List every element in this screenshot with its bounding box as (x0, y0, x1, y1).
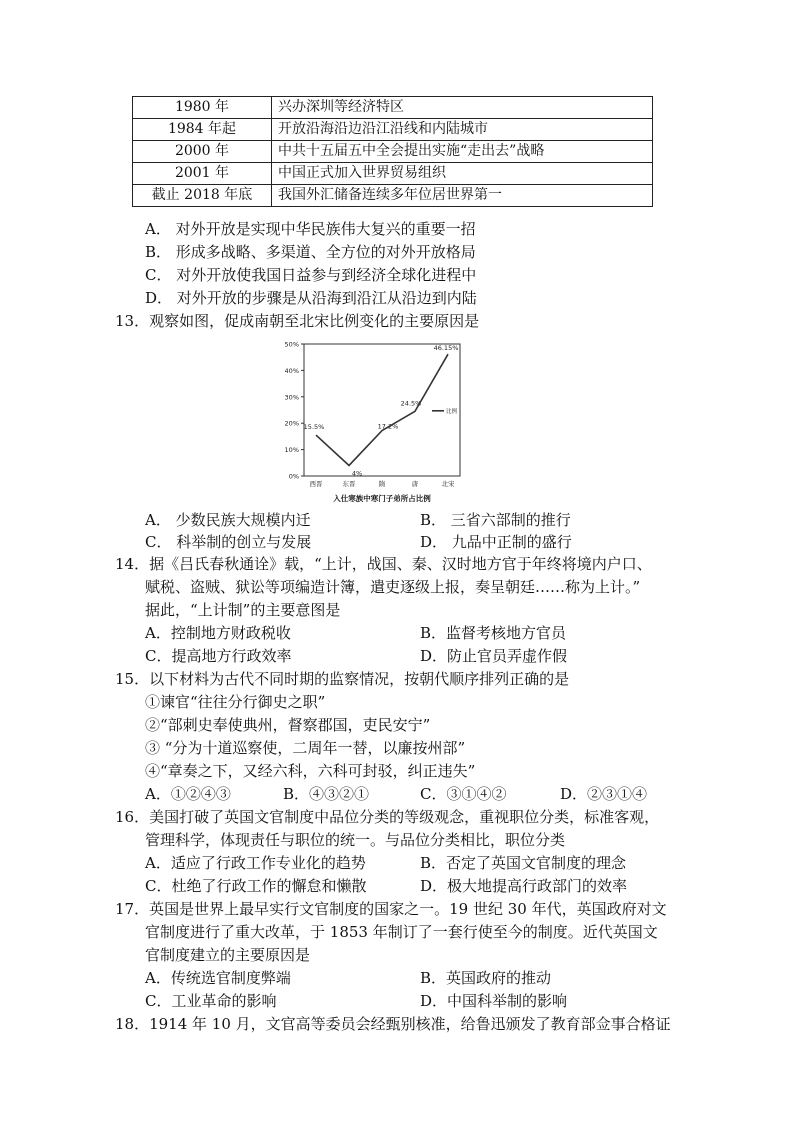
y-tick-label: 40% (284, 366, 299, 375)
legend-label: 比例 (446, 408, 458, 415)
q18-stem: 18．1914 年 10 月，文官高等委员会经甄别核准，给鲁迅颁发了教育部佥事合格证 (115, 1015, 671, 1033)
q13-option-c: C． 科举制的创立与发展 (145, 533, 312, 551)
ratio-line-chart (278, 338, 474, 506)
data-label: 15.5% (303, 423, 325, 432)
q14-option-c: C．提高地方行政效率 (145, 647, 292, 665)
table-row (133, 163, 653, 185)
table-row (133, 185, 653, 207)
y-tick-label: 50% (284, 340, 299, 349)
q17-stem-line-3: 官制度建立的主要原因是 (145, 946, 311, 964)
q15-option-b: B．④③②① (283, 785, 370, 803)
q12-option-b: B． 形成多战略、多渠道、全方位的对外开放格局 (145, 243, 476, 261)
q17-stem-line-2: 官制度进行了重大改革，于 1853 年制订了一套行使至今的制度。近代英国文 (145, 923, 658, 941)
x-tick-label: 北宋 (441, 480, 455, 488)
q16-stem-line-2: 管理科学，体现责任与职位的统一。与品位分类相比，职位分类 (145, 831, 566, 849)
data-label: 46.15% (433, 344, 459, 353)
x-tick-label: 西晋 (309, 480, 323, 488)
q15-item-1: ①谏官“往往分行御史之职” (145, 693, 326, 711)
data-label: 4% (351, 469, 363, 478)
q17-option-c: C．工业革命的影响 (145, 992, 277, 1010)
table-cell-year: 2001 年 (133, 163, 272, 185)
q13-option-a: A． 少数民族大规模内迁 (145, 511, 311, 529)
x-tick-label: 东晋 (342, 480, 356, 488)
q17-option-b: B．英国政府的推动 (420, 969, 552, 987)
x-tick-label: 隋 (378, 480, 386, 488)
q13-option-b: B． 三省六部制的推行 (420, 511, 571, 529)
events-table (132, 96, 653, 207)
table-cell-year: 截止 2018 年底 (133, 185, 272, 207)
q16-option-b: B．否定了英国文官制度的理念 (420, 854, 627, 872)
q12-option-a: A． 对外开放是实现中华民族伟大复兴的重要一招 (145, 220, 476, 238)
q16-option-c: C．杜绝了行政工作的懈怠和懒散 (145, 877, 367, 895)
q15-item-2: ②“部刺史奉使典州，督察郡国，吏民安宁” (145, 716, 431, 734)
series-line (316, 354, 448, 465)
y-tick-label: 10% (284, 446, 299, 455)
q16-option-a: A．适应了行政工作专业化的趋势 (145, 854, 366, 872)
y-tick-label: 30% (284, 393, 299, 402)
y-tick-label: 0% (288, 472, 299, 481)
x-tick-label: 唐 (411, 480, 419, 488)
table-cell-year: 1984 年起 (133, 119, 272, 141)
q15-option-d: D．②③①④ (560, 785, 648, 803)
q14-stem-line-2: 赋税、盗贼、狱讼等项编造计簿，遣吏逐级上报，奏呈朝廷……称为上计。” (145, 578, 641, 596)
q14-stem-line-1: 14．据《吕氏春秋通诠》载，“上计，战国、秦、汉时地方官于年终将境内户口、 (115, 555, 652, 573)
q13-option-d: D． 九品中正制的盛行 (420, 533, 572, 551)
q12-option-c: C． 对外开放使我国日益参与到经济全球化进程中 (145, 266, 477, 284)
q14-stem-line-3: 据此，“上计制”的主要意图是 (145, 601, 341, 619)
q12-option-d: D． 对外开放的步骤是从沿海到沿江从沿边到内陆 (145, 289, 477, 307)
q17-option-a: A．传统选官制度弊端 (145, 969, 291, 987)
table-cell-year: 1980 年 (133, 97, 272, 119)
q15-item-3: ③ “分为十道巡察使，二周年一替，以廉按州部” (145, 739, 466, 757)
q16-option-d: D．极大地提高行政部门的效率 (420, 877, 628, 895)
table-row (133, 97, 653, 119)
q13-stem: 13．观察如图，促成南朝至北宋比例变化的主要原因是 (115, 312, 480, 330)
data-label: 17.2% (377, 422, 399, 431)
q15-stem: 15．以下材料为古代不同时期的监察情况，按朝代顺序排列正确的是 (115, 670, 570, 688)
q17-stem-line-1: 17．英国是世界上最早实行文官制度的国家之一。19 世纪 30 年代，英国政府对文 (115, 900, 667, 918)
table-cell-event: 开放沿海沿边沿江沿线和内陆城市 (272, 119, 653, 141)
x-axis-label: 入仕寒族中寒门子弟所占比例 (333, 494, 431, 503)
q15-option-a: A．①②④③ (145, 785, 231, 803)
q15-option-c: C．③①④② (420, 785, 507, 803)
q14-option-a: A．控制地方财政税收 (145, 624, 291, 642)
q16-stem-line-1: 16．美国打破了英国文官制度中品位分类的等级观念，重视职位分类，标准客观， (115, 808, 660, 826)
table-cell-event: 我国外汇储备连续多年位居世界第一 (272, 185, 653, 207)
table-row (133, 141, 653, 163)
table-row (133, 119, 653, 141)
q14-option-b: B．监督考核地方官员 (420, 624, 567, 642)
table-cell-event: 中国正式加入世界贸易组织 (272, 163, 653, 185)
data-label: 24.5% (400, 399, 422, 408)
q15-item-4: ④“章奏之下，又经六科，六科可封驳，纠正违失” (145, 762, 476, 780)
table-cell-year: 2000 年 (133, 141, 272, 163)
q14-option-d: D．防止官员弄虚作假 (420, 647, 568, 665)
chart-canvas (278, 338, 474, 506)
y-tick-label: 20% (284, 419, 299, 428)
table-cell-event: 中共十五届五中全会提出实施“走出去”战略 (272, 141, 653, 163)
table-cell-event: 兴办深圳等经济特区 (272, 97, 653, 119)
q17-option-d: D．中国科举制的影响 (420, 992, 568, 1010)
